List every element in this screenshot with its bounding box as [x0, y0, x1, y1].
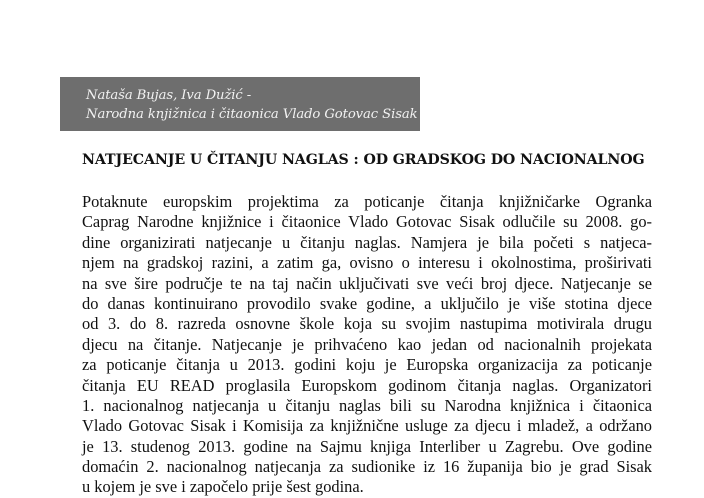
author-names: Nataša Bujas, Iva Dužić -: [86, 88, 252, 103]
body-line: na sve šire područje te na taj način uključivati sve veći broj djece. Natjecanje se: [82, 273, 652, 293]
author-band: [60, 77, 420, 131]
body-line: njem na gradskoj razini, a zatim ga, ovisno o interesu i okolnostima, proširivati: [82, 253, 652, 273]
body-line: je 13. studenog 2013. godine na Sajmu knjiga Interliber u Zagrebu. Ove godine: [82, 436, 652, 456]
article-body: [82, 192, 652, 498]
author-affiliation: Narodna knjižnica i čitaonica Vlado Gotovac Sisak: [86, 107, 418, 122]
body-line: čitanja EU READ proglasila Europskom godinom čitanja naglas. Organizatori: [82, 375, 652, 395]
body-line: djecu na čitanje. Natjecanje je prihvaćeno kao jedan od nacionalnih projekata: [82, 334, 652, 354]
body-line: za poticanje čitanja u 2013. godini koju je Europska organizacija za poticanje: [82, 355, 652, 375]
body-line: do danas kontinuirano provodilo svake godine, a uključilo je više stotina djece: [82, 293, 652, 313]
body-line: Potaknute europskim projektima za poticanje čitanja knjižničarke Ogranka: [82, 192, 652, 211]
body-line: domaćin 2. nacionalnog natjecanja za sudionike iz 16 županija bio je grad Sisak: [82, 457, 652, 477]
article-title: NATJECANJE U ČITANJU NAGLAS : OD GRADSKOG DO NACIONALNOG: [82, 152, 645, 168]
body-line: 1. nacionalnog natjecanja u čitanju naglas bili su Narodna knjižnica i čitaonica: [82, 395, 652, 415]
body-line: u kojem je sve i započelo prije šest godina.: [82, 477, 364, 497]
body-line: od 3. do 8. razreda osnovne škole koja su svojim nastupima motivirala drugu: [82, 314, 652, 334]
body-line: Caprag Narodne knjižnice i čitaonice Vlado Gotovac Sisak odlučile su 2008. go-: [82, 212, 652, 232]
body-line: dine organizirati natjecanje u čitanju naglas. Namjera je bila početi s natjeca-: [82, 232, 652, 252]
body-line: Vlado Gotovac Sisak i Komisija za knjižnične usluge za djecu i mladež, a održano: [82, 416, 652, 436]
